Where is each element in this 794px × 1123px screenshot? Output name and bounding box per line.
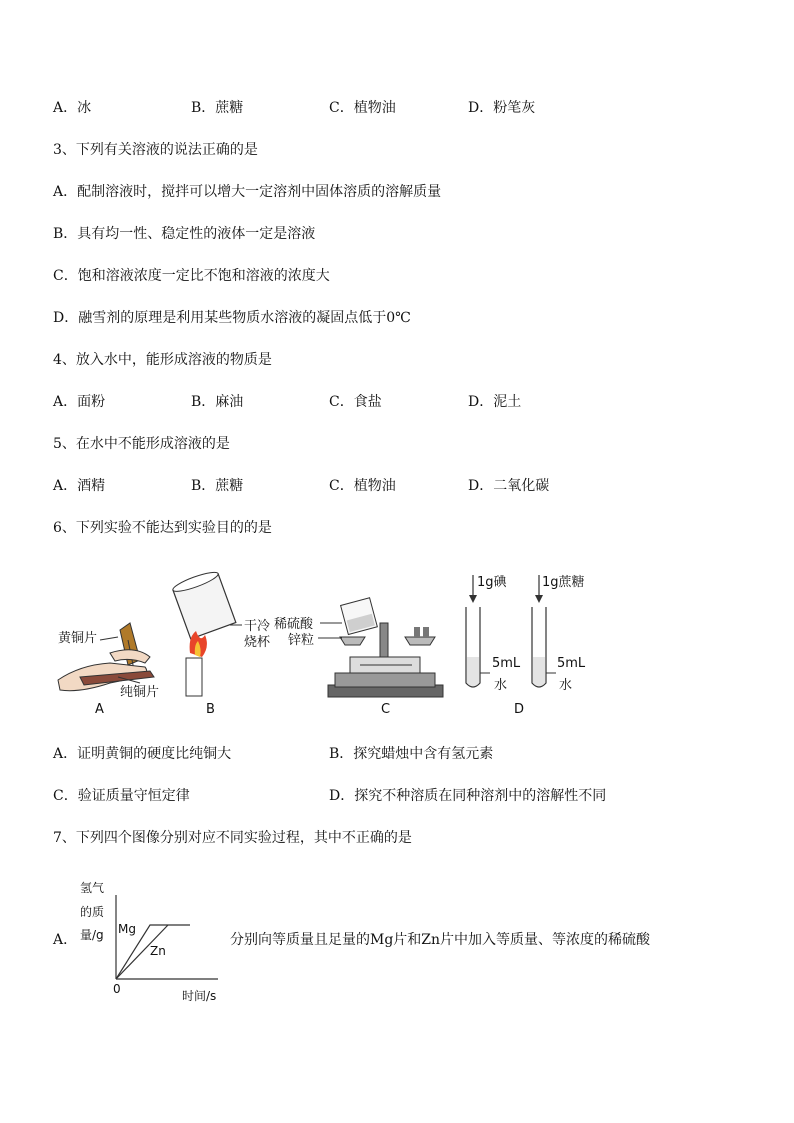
q3-option-b: B．具有均一性、稳定性的液体一定是溶液 bbox=[53, 226, 316, 242]
q5-option-c: C．植物油 bbox=[329, 478, 396, 494]
q5-option-b: B．蔗糖 bbox=[191, 478, 244, 494]
graph-origin: 0 bbox=[113, 982, 121, 996]
label-dry-cold: 干冷 bbox=[244, 619, 271, 634]
graph-ylabel-2: 的质 bbox=[80, 905, 105, 919]
q2-option-d: D．粉笔灰 bbox=[468, 100, 536, 116]
caption-b: B bbox=[206, 702, 215, 717]
q3-option-a: A．配制溶液时，搅拌可以增大一定溶剂中固体溶质的溶解质量 bbox=[53, 184, 442, 200]
q5-option-d: D．二氧化碳 bbox=[468, 478, 550, 494]
graph-ylabel-3: 量/g bbox=[80, 928, 104, 942]
graph-series-zn: Zn bbox=[150, 944, 166, 958]
label-iodine: 1g碘 bbox=[477, 575, 507, 590]
q6-option-c: C．验证质量守恒定律 bbox=[53, 788, 190, 804]
graph-xlabel: 时间/s bbox=[182, 989, 217, 1003]
q6-figure bbox=[50, 565, 610, 725]
q3-stem: 3、下列有关溶液的说法正确的是 bbox=[53, 142, 258, 158]
q4-option-d: D．泥土 bbox=[468, 394, 522, 410]
q7-option-a-letter: A． bbox=[53, 932, 78, 948]
candle-beaker-illustration bbox=[171, 569, 242, 696]
caption-a: A bbox=[95, 702, 104, 717]
q4-option-c: C．食盐 bbox=[329, 394, 382, 410]
q5-stem: 5、在水中不能形成溶液的是 bbox=[53, 436, 230, 452]
q4-option-a: A．面粉 bbox=[53, 394, 106, 410]
q6-option-a: A．证明黄铜的硬度比纯铜大 bbox=[53, 746, 232, 762]
label-dilute-sulfuric-acid: 稀硫酸 bbox=[274, 617, 314, 632]
q5-option-a: A．酒精 bbox=[53, 478, 106, 494]
q4-option-b: B．麻油 bbox=[191, 394, 244, 410]
q3-option-c: C．饱和溶液浓度一定比不饱和溶液的浓度大 bbox=[53, 268, 330, 284]
q4-stem: 4、放入水中，能形成溶液的物质是 bbox=[53, 352, 272, 368]
label-water-1: 水 bbox=[494, 678, 508, 693]
label-volume-2: 5mL bbox=[557, 656, 586, 671]
label-sucrose: 1g蔗糖 bbox=[542, 575, 585, 590]
q3-option-d: D．融雪剂的原理是利用某些物质水溶液的凝固点低于0℃ bbox=[53, 310, 411, 326]
q2-option-a: A．冰 bbox=[53, 100, 92, 116]
q6-stem: 6、下列实验不能达到实验目的的是 bbox=[53, 520, 272, 536]
label-volume-1: 5mL bbox=[492, 656, 521, 671]
balance-illustration bbox=[318, 598, 443, 697]
graph-series-mg: Mg bbox=[118, 922, 136, 936]
caption-c: C bbox=[381, 702, 391, 717]
q6-option-d: D．探究不种溶质在同种溶剂中的溶解性不同 bbox=[329, 788, 607, 804]
q7-option-a-text: 分别向等质量且足量的Mg片和Zn片中加入等质量、等浓度的稀硫酸 bbox=[230, 932, 651, 948]
graph-ylabel-1: 氢气 bbox=[80, 881, 105, 895]
q7-stem: 7、下列四个图像分别对应不同实验过程，其中不正确的是 bbox=[53, 830, 412, 846]
q6-figure-drawing bbox=[50, 565, 610, 725]
label-beaker: 烧杯 bbox=[244, 635, 271, 650]
q2-option-c: C．植物油 bbox=[329, 100, 396, 116]
label-pure-copper: 纯铜片 bbox=[120, 685, 160, 700]
label-water-2: 水 bbox=[559, 678, 573, 693]
label-zinc-granules: 锌粒 bbox=[288, 633, 315, 648]
label-brass-sheet: 黄铜片 bbox=[58, 631, 98, 646]
q7-graph bbox=[78, 875, 228, 1005]
q2-option-b: B．蔗糖 bbox=[191, 100, 244, 116]
caption-d: D bbox=[514, 702, 525, 717]
q6-option-b: B．探究蜡烛中含有氢元素 bbox=[329, 746, 494, 762]
